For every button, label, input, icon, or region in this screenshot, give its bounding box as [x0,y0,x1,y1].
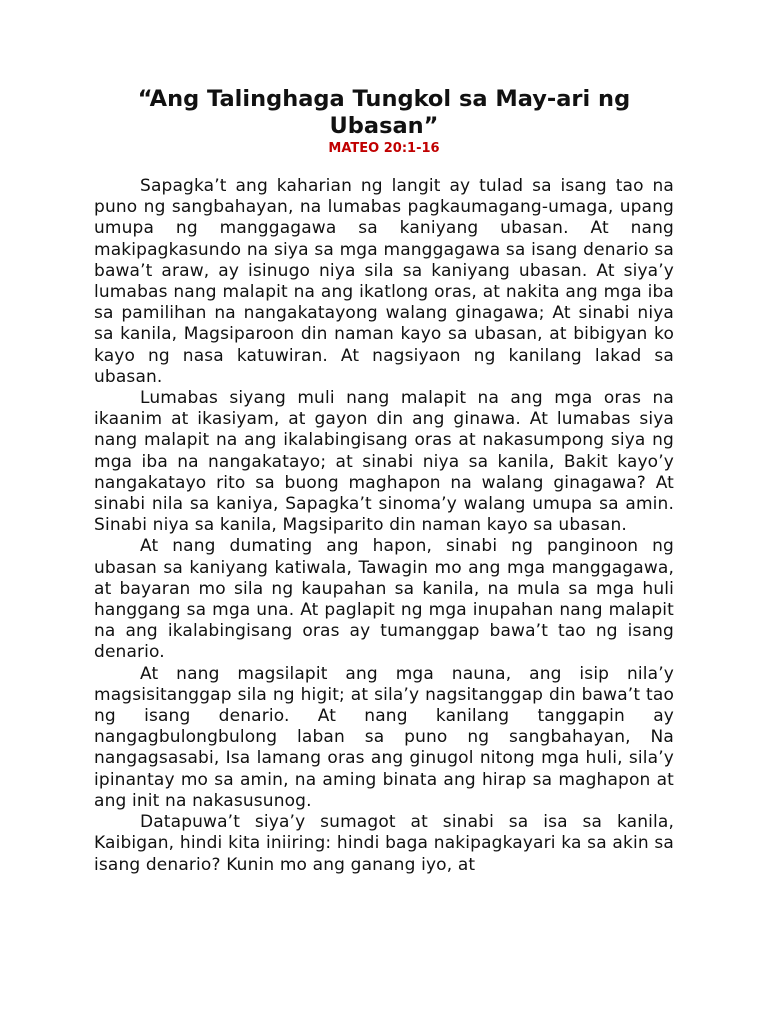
paragraph-3: At nang dumating ang hapon, sinabi ng panginoon ng ubasan sa kaniyang katiwala, Tawagin mo ang mga manggagawa, at bayaran mo sila ng kaupahan sa kanila, na mula sa mga huli hanggang sa mga una. At paglapit ng mga inupahan nang malapit na ang ikalabingisang oras ay tumanggap bawa’t tao ng isang denario. [94,536,674,663]
paragraph-1: Sapagka’t ang kaharian ng langit ay tulad sa isang tao na puno ng sangbahayan, na lumabas pagkaumagang-umaga, upang umupa ng manggagawa sa kaniyang ubasan. At nang makipagkasundo na siya sa mga manggagawa sa isang denario sa bawa’t araw, ay isinugo niya sila sa kaniyang ubasan. At siya’y lumabas nang malapit na ang ikatlong oras, at nakita ang mga iba sa pamilihan na nangakatayong walang ginagawa; At sinabi niya sa kanila, Magsiparoon din naman kayo sa ubasan, at bibigyan ko kayo ng nasa katuwiran. At nagsiyaon ng kanilang lakad sa ubasan. [94,176,674,387]
paragraph-4: At nang magsilapit ang mga nauna, ang isip nila’y magsisitanggap sila ng higit; at sila’y nagsitanggap din bawa’t tao ng isang denario. At nang kanilang tanggapin ay nangagbulongbulong laban sa puno ng sangbahayan, Na nangagsasabi, Isa lamang oras ang ginugol nitong mga huli, sila’y ipinantay mo sa amin, na aming binata ang hirap sa maghapon at ang init na nakasusunog. [94,663,674,811]
paragraph-5: Datapuwa’t siya’y sumagot at sinabi sa isa sa kanila, Kaibigan, hindi kita iniiring: hindi baga nakipagkayari ka sa akin sa isang denario? Kunin mo ang ganang iyo, at [94,812,674,875]
document-page [94,86,674,876]
scripture-reference: MATEO 20:1-16 [328,141,440,156]
paragraph-2: Lumabas siyang muli nang malapit na ang mga oras na ikaanim at ikasiyam, at gayon din ang ginawa. At lumabas siya nang malapit na ang ikalabingisang oras at nakasumpong siya ng mga iba na nangakatayo; at sinabi niya sa kanila, Bakit kayo’y nangakatayo rito sa buong maghapon na walang ginagawa? At sinabi nila sa kaniya, Sapagka’t sinoma’y walang umupa sa amin. Sinabi niya sa kanila, Magsiparito din naman kayo sa ubasan. [94,388,674,536]
document-title: “Ang Talinghaga Tungkol sa May-ari ng Ubasan” [137,86,631,139]
